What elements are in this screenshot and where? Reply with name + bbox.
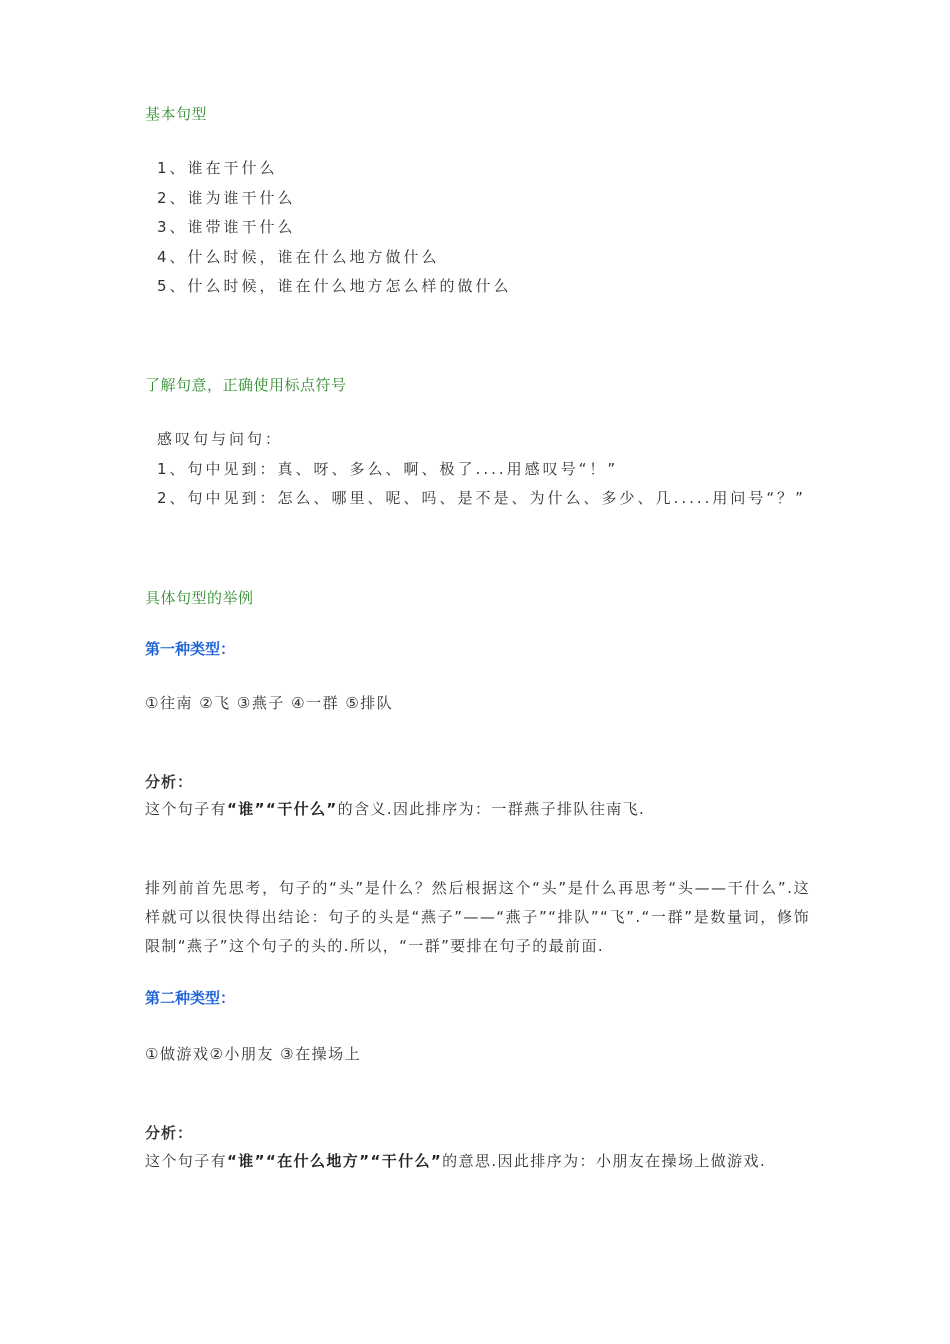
- type2-analysis-text: 这个句子有“谁”“在什么地方”“干什么”的意思.因此排序为：小朋友在操场上做游戏.: [145, 1152, 767, 1170]
- punctuation-list: [157, 425, 806, 514]
- type2-heading: 第二种类型：: [145, 989, 236, 1007]
- section-title-basic-patterns: 基本句型: [145, 105, 208, 123]
- list-item: 4、什么时候，谁在什么地方做什么: [157, 247, 440, 266]
- list-item: 5、什么时候，谁在什么地方怎么样的做什么: [157, 277, 512, 295]
- type1-analysis-label: 分析：: [145, 773, 194, 791]
- section-title-punctuation: 了解句意，正确使用标点符号: [145, 376, 347, 394]
- list-item: 2、谁为谁干什么: [157, 188, 296, 207]
- type2-analysis-label: 分析：: [145, 1124, 194, 1142]
- type1-analysis-text: 这个句子有“谁”“干什么”的含义.因此排序为：一群燕子排队往南飞.: [145, 800, 646, 818]
- list-item: 1、句中见到：真、呀、多么、啊、极了....用感叹号“！”: [157, 459, 619, 478]
- type2-analysis-keywords: “谁”“在什么地方”“干什么”: [227, 1152, 443, 1170]
- list-intro: 感叹句与问句：: [157, 430, 284, 448]
- type1-heading: 第一种类型：: [145, 640, 236, 658]
- type2-word-options: ①做游戏②小朋友 ③在操场上: [145, 1045, 362, 1063]
- section-title-examples: 具体句型的举例: [145, 589, 254, 607]
- list-item: 2、句中见到：怎么、哪里、呢、吗、是不是、为什么、多少、几.....用问号“？”: [157, 489, 806, 507]
- list-item: 1、谁在干什么: [157, 159, 278, 177]
- basic-patterns-list: [157, 154, 512, 302]
- list-item: 3、谁带谁干什么: [157, 218, 296, 236]
- type1-explanation: 排列前首先思考，句子的“头”是什么？然后根据这个“头”是什么再思考“头——干什么”.这样就可以很快得出结论：句子的头是“燕子”——“燕子”“排队”“飞”.“一群”是数量词，修饰限制“燕子”这个句子的头的.所以，“一群”要排在句子的最前面.: [145, 879, 810, 955]
- type1-analysis-keywords: “谁”“干什么”: [227, 800, 338, 818]
- type1-word-options: ①往南 ②飞 ③燕子 ④一群 ⑤排队: [145, 694, 394, 712]
